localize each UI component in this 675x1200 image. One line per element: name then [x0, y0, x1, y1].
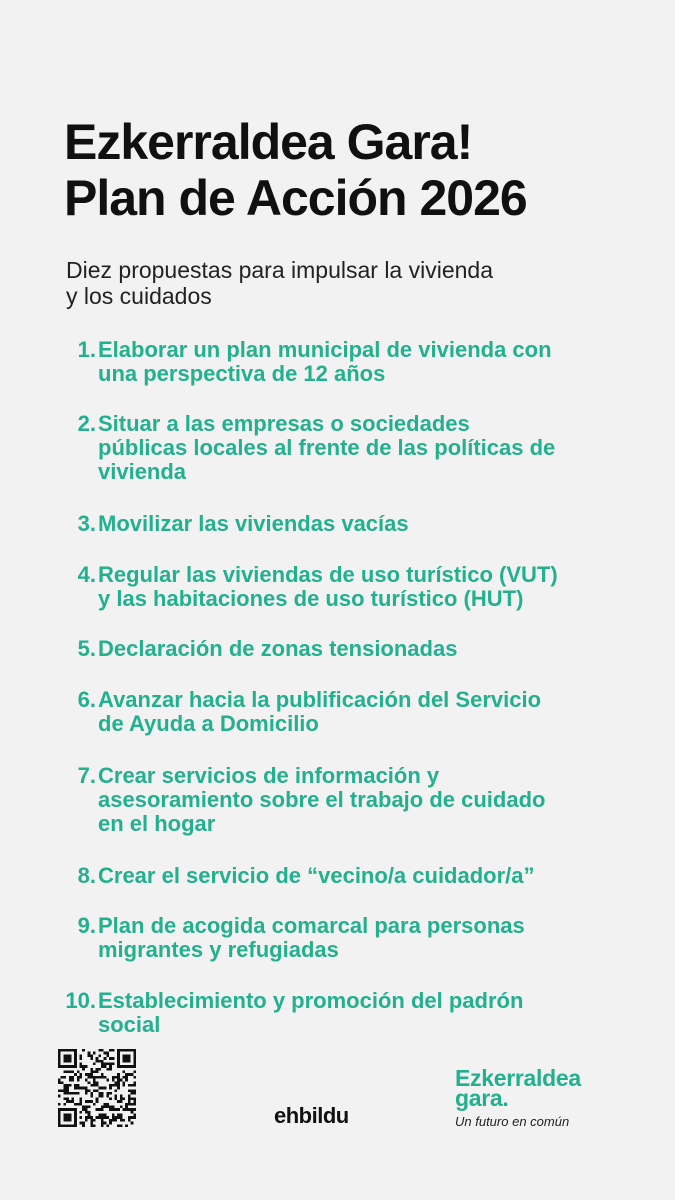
title-line-1: Ezkerraldea Gara!	[64, 114, 473, 170]
qr-code-icon[interactable]	[58, 1049, 136, 1127]
item-text-line: Crear servicios de información y	[98, 763, 440, 788]
item-number: 7.	[77, 763, 96, 788]
item-text	[98, 563, 638, 611]
item-number: 10.	[65, 988, 96, 1013]
item-text-line: Elaborar un plan municipal de vivienda con	[98, 337, 552, 362]
item-text	[98, 637, 638, 661]
brand-tagline: Un futuro en común	[455, 1114, 570, 1129]
item-text-line: públicas locales al frente de las políticas de	[98, 435, 556, 460]
subtitle-line-2: y los cuidados	[66, 283, 212, 309]
item-text-line: Situar a las empresas o sociedades	[98, 411, 470, 436]
item-text	[98, 764, 638, 836]
item-number: 8.	[77, 863, 96, 888]
item-number: 5.	[77, 636, 96, 661]
item-text-line: Plan de acogida comarcal para personas	[98, 913, 525, 938]
item-text-line: Avanzar hacia la publificación del Servicio	[98, 687, 542, 712]
subtitle	[66, 257, 606, 309]
item-text-line: y las habitaciones de uso turístico (HUT)	[98, 586, 524, 611]
item-text-line: vivienda	[98, 459, 187, 484]
item-number: 3.	[77, 511, 96, 536]
brand-logo-line-2: gara.	[455, 1085, 509, 1111]
item-text-line: de Ayuda a Domicilio	[98, 711, 319, 736]
item-text-line: Crear el servicio de “vecino/a cuidador/a”	[98, 863, 535, 888]
item-text-line: Declaración de zonas tensionadas	[98, 636, 458, 661]
item-text	[98, 989, 638, 1037]
item-number: 2.	[77, 411, 96, 436]
item-text	[98, 338, 638, 386]
item-number: 4.	[77, 562, 96, 587]
item-number: 9.	[77, 913, 96, 938]
subtitle-line-1: Diez propuestas para impulsar la vivienda	[66, 257, 493, 283]
party-logo: ehbildu	[274, 1103, 349, 1128]
item-number: 6.	[77, 687, 96, 712]
item-text	[98, 864, 638, 888]
item-text	[98, 412, 638, 484]
item-text-line: asesoramiento sobre el trabajo de cuidado	[98, 787, 546, 812]
brand-logo	[455, 1065, 625, 1129]
item-text-line: social	[98, 1012, 161, 1037]
item-text-line: en el hogar	[98, 811, 216, 836]
item-text-line: Establecimiento y promoción del padrón	[98, 988, 524, 1013]
brand-logo-line-1: Ezkerraldea	[455, 1065, 581, 1091]
item-text-line: Regular las viviendas de uso turístico (VUT)	[98, 562, 558, 587]
page-title	[64, 114, 664, 226]
item-number: 1.	[77, 337, 96, 362]
title-line-2: Plan de Acción 2026	[64, 170, 527, 226]
item-text-line: una perspectiva de 12 años	[98, 361, 386, 386]
item-text	[98, 914, 638, 962]
item-text	[98, 512, 638, 536]
item-text-line: Movilizar las viviendas vacías	[98, 511, 409, 536]
item-text	[98, 688, 638, 736]
item-text-line: migrantes y refugiadas	[98, 937, 339, 962]
